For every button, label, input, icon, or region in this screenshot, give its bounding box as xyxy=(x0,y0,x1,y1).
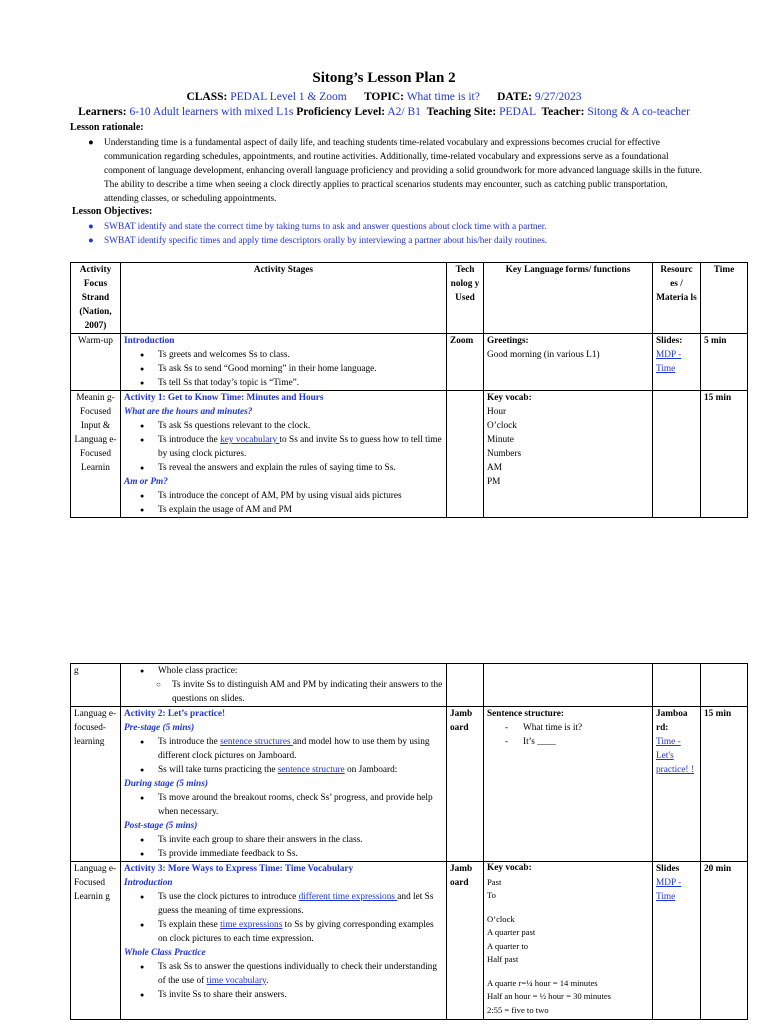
strand-cell: Warm-up xyxy=(71,334,121,391)
strand-cell: Languag e-focused-learning xyxy=(71,707,121,862)
table-row xyxy=(71,862,748,1020)
stages-cell: Activity 1: Get to Know Time: Minutes and Hours What are the hours and minutes? ● Ts ask Ss questions relevant to the clock. ● Ts introduce the key vocabulary to Ss and invite Ss to guess how to tell time by using clock pictures. ● Ts reveal the answers and explain the rules of saying time to Ss. Am or Pm? ● Ts introduce the concept of AM, PM by using visual aids pictures ● Ts explain the usage of AM and PM xyxy=(121,391,447,518)
header-resources: Resourc es / Materia ls xyxy=(653,263,701,334)
time-cell: 15 min xyxy=(701,707,748,862)
resources-cell xyxy=(653,391,701,518)
teacher-value: Sitong & A co-teacher xyxy=(587,106,690,118)
list-item: ● Ts invite Ss to share their answers. xyxy=(158,988,443,1002)
language-cell: Key vocab: Hour O’clock Minute Numbers AM PM xyxy=(484,391,653,518)
sentence-structure-link[interactable]: sentence structure xyxy=(277,765,345,775)
table-row xyxy=(71,334,748,391)
language-cell: Key vocab: Past To O’clock A quarter past A quarter to Half past A quarte r=¼ hour = 14 minutes Half an hour = ½ hour = 30 minutes 2:55 = five to two xyxy=(484,862,653,1020)
list-item: ● Ts ask Ss questions relevant to the clock. xyxy=(158,419,443,433)
class-value: PEDAL Level 1 & Zoom xyxy=(230,91,347,103)
lesson-table-page2 xyxy=(70,663,748,1020)
strand-cell: g xyxy=(71,664,121,707)
activity-title: Activity 2: Let’s practice! xyxy=(124,709,226,719)
list-item: ● Ss will take turns practicing the sentence structure on Jamboard: xyxy=(158,763,443,777)
header-tech: Tech nolog y Used xyxy=(447,263,484,334)
list-item: ● Ts invite each group to share their answers in the class. xyxy=(158,833,443,847)
stages-cell xyxy=(121,334,447,391)
list-item: - What time is it? xyxy=(523,721,649,735)
list-item: ● Ts ask Ss to answer the questions individually to check their understanding of the use of time vocabulary. xyxy=(158,960,443,988)
rationale-text: Understanding time is a fundamental aspect of daily life, and teaching students time-related vocabulary and expressions becomes crucial for effective communication regarding schedules, appointments, and routine activities. Additionally, time-related vocabulary and expressions serve as a foundational component of language development, enhancing overall language proficiency and providing a solid groundwork for more advanced language skills in the future. The ability to describe a time when seeing a clock directly applies to practical scenarios students may encounter, such as catching public transportation, attending classes, or scheduling appointments. xyxy=(104,138,702,204)
time-cell: 5 min xyxy=(701,334,748,391)
list-item: ● Ts ask Ss to send “Good morning” in their home language. xyxy=(158,362,443,376)
rationale: ● Understanding time is a fundamental aspect of daily life, and teaching students time-related vocabulary and expressions becomes crucial for effective communication regarding schedules, appointments, and routine activities. Additionally, time-related vocabulary and expressions serve as a foundational component of language development, enhancing overall language proficiency and providing a solid groundwork for more advanced language skills in the future. The ability to describe a time when seeing a clock directly applies to practical scenarios students may encounter, such as catching public transportation, attending classes, or scheduling appointments. xyxy=(88,138,702,204)
language-cell: Sentence structure: - What time is it? - It’s ____ xyxy=(484,707,653,862)
list-item: ● Ts introduce the concept of AM, PM by using visual aids pictures xyxy=(158,489,443,503)
list-item: ● Ts move around the breakout rooms, check Ss’ progress, and provide help when necessary. xyxy=(158,791,443,819)
list-item: ● Ts use the clock pictures to introduce different time expressions and let Ss guess the meaning of time expressions. xyxy=(158,890,443,918)
list-item: ● Ts explain these time expressions to Ss by giving corresponding examples on clock pictures to each time expression. xyxy=(158,918,443,946)
rationale-heading: Lesson rationale: xyxy=(70,122,144,133)
slides-link[interactable]: MDP - Time xyxy=(656,878,682,902)
header-time: Time xyxy=(701,263,748,334)
header-language: Key Language forms/ functions xyxy=(484,263,653,334)
time-vocabulary-link[interactable]: time vocabulary xyxy=(206,976,267,986)
objective-item: SWBAT identify and state the correct time by taking turns to ask and answer questions about clock time with a partner. xyxy=(104,222,547,232)
list-item: ● Ts greets and welcomes Ss to class. xyxy=(158,348,443,362)
list-item: - It’s ____ xyxy=(523,735,649,749)
tech-cell: Jamb oard xyxy=(447,707,484,862)
objective-item: SWBAT identify specific times and apply time descriptors orally by interviewing a partner about his/her daily routines. xyxy=(104,236,548,246)
date-value: 9/27/2023 xyxy=(534,91,582,103)
strand-cell: Languag e-Focused Learnin g xyxy=(71,862,121,1020)
topic-value: What time is it? xyxy=(406,91,480,103)
list-item: ● Whole class practice: xyxy=(158,664,443,678)
list-item: ● Ts explain the usage of AM and PM xyxy=(158,503,443,517)
header-stages: Activity Stages xyxy=(121,263,447,334)
jamboard-link[interactable]: Time - Let's practice! ! xyxy=(656,737,694,775)
table-row xyxy=(71,707,748,862)
resources-cell: Jamboa rd: Time - Let's practice! ! xyxy=(653,707,701,862)
time-expressions-link-2[interactable]: time expressions xyxy=(220,920,283,930)
header-strand: Activity Focus Strand (Nation, 2007) xyxy=(71,263,121,334)
list-item: ● Ts introduce the sentence structures and model how to use them by using different clock pictures on Jamboard. xyxy=(158,735,443,763)
resources-cell: Slides MDP - Time xyxy=(653,862,701,1020)
objectives-list: ● SWBAT identify and state the correct time by taking turns to ask and answer questions about clock time with a partner. ● SWBAT identify specific times and apply time descriptors orally by interviewing a partner about his/her daily routines. xyxy=(88,222,548,246)
list-item: ○ Ts invite Ss to distinguish AM and PM by indicating their answers to the questions on slides. xyxy=(172,678,443,706)
stages-cell: Activity 2: Let’s practice! Pre-stage (5 mins) ● Ts introduce the sentence structures and model how to use them by using different clock pictures on Jamboard. ● Ss will take turns practicing the sentence structure on Jamboard: During stage (5 mins) ● Ts move around the breakout rooms, check Ss’ progress, and provide help when necessary. Post-stage (5 mins) ● Ts invite each group to share their answers in the class. ● Ts provide immediate feedback to Ss. xyxy=(121,707,447,862)
strand-cell: Meanin g-Focused Input & Languag e-Focused Learnin xyxy=(71,391,121,518)
learners-value: 6-10 Adult learners with mixed L1s xyxy=(129,106,294,118)
activity-title: Activity 1: Get to Know Time: Minutes and Hours xyxy=(124,393,324,403)
resources-cell: Slides: MDP - Time xyxy=(653,334,701,391)
table-row xyxy=(71,664,748,707)
tech-cell: Jamb oard xyxy=(447,862,484,1020)
proficiency-value: A2/ B1 xyxy=(387,106,421,118)
table-row xyxy=(71,391,748,518)
key-vocabulary-link[interactable]: key vocabulary xyxy=(220,435,280,445)
objectives-heading: Lesson Objectives: xyxy=(72,206,153,217)
page-title: Sitong’s Lesson Plan 2 xyxy=(312,70,456,86)
list-item: ● Ts provide immediate feedback to Ss. xyxy=(158,847,443,861)
list-item: ● Ts introduce the key vocabulary to Ss and invite Ss to guess how to tell time by using clock pictures. xyxy=(158,433,443,461)
time-cell: 15 min xyxy=(701,391,748,518)
activity-title: Activity 3: More Ways to Express Time: Time Vocabulary xyxy=(124,864,354,874)
time-cell: 20 min xyxy=(701,862,748,1020)
tech-cell: Zoom xyxy=(447,334,484,391)
learners-line: Learners: 6-10 Adult learners with mixed L1s Proficiency Level: A2/ B1 Teaching Site: PEDAL Teacher: Sitong & A co-teacher xyxy=(78,106,690,118)
tech-cell xyxy=(447,391,484,518)
site-value: PEDAL xyxy=(499,106,536,118)
time-expressions-link[interactable]: different time expressions xyxy=(298,892,398,902)
lesson-table-page1 xyxy=(70,262,748,518)
list-item: ● Ts reveal the answers and explain the rules of saying time to Ss. xyxy=(158,461,443,475)
list-item: ● Ts tell Ss that today’s topic is “Time”. xyxy=(158,376,443,390)
language-cell: Greetings: Good morning (in various L1) xyxy=(484,334,653,391)
table-header-row xyxy=(71,263,748,334)
slides-link[interactable]: MDP - Time xyxy=(656,350,682,374)
stages-cell xyxy=(121,664,447,707)
activity-title: Introduction xyxy=(124,336,175,346)
class-line: CLASS: PEDAL Level 1 & Zoom TOPIC: What time is it? DATE: 9/27/2023 xyxy=(186,91,582,103)
stages-cell: Activity 3: More Ways to Express Time: Time Vocabulary Introduction ● Ts use the clock pictures to introduce different time expressions and let Ss guess the meaning of time expressions. ● Ts explain these time expressions to Ss by giving corresponding examples on clock pictures to each time expression. Whole Class Practice ● Ts ask Ss to answer the questions individually to check their understanding of the use of time vocabulary. ● Ts invite Ss to share their answers. xyxy=(121,862,447,1020)
sentence-structures-link[interactable]: sentence structures xyxy=(220,737,293,747)
